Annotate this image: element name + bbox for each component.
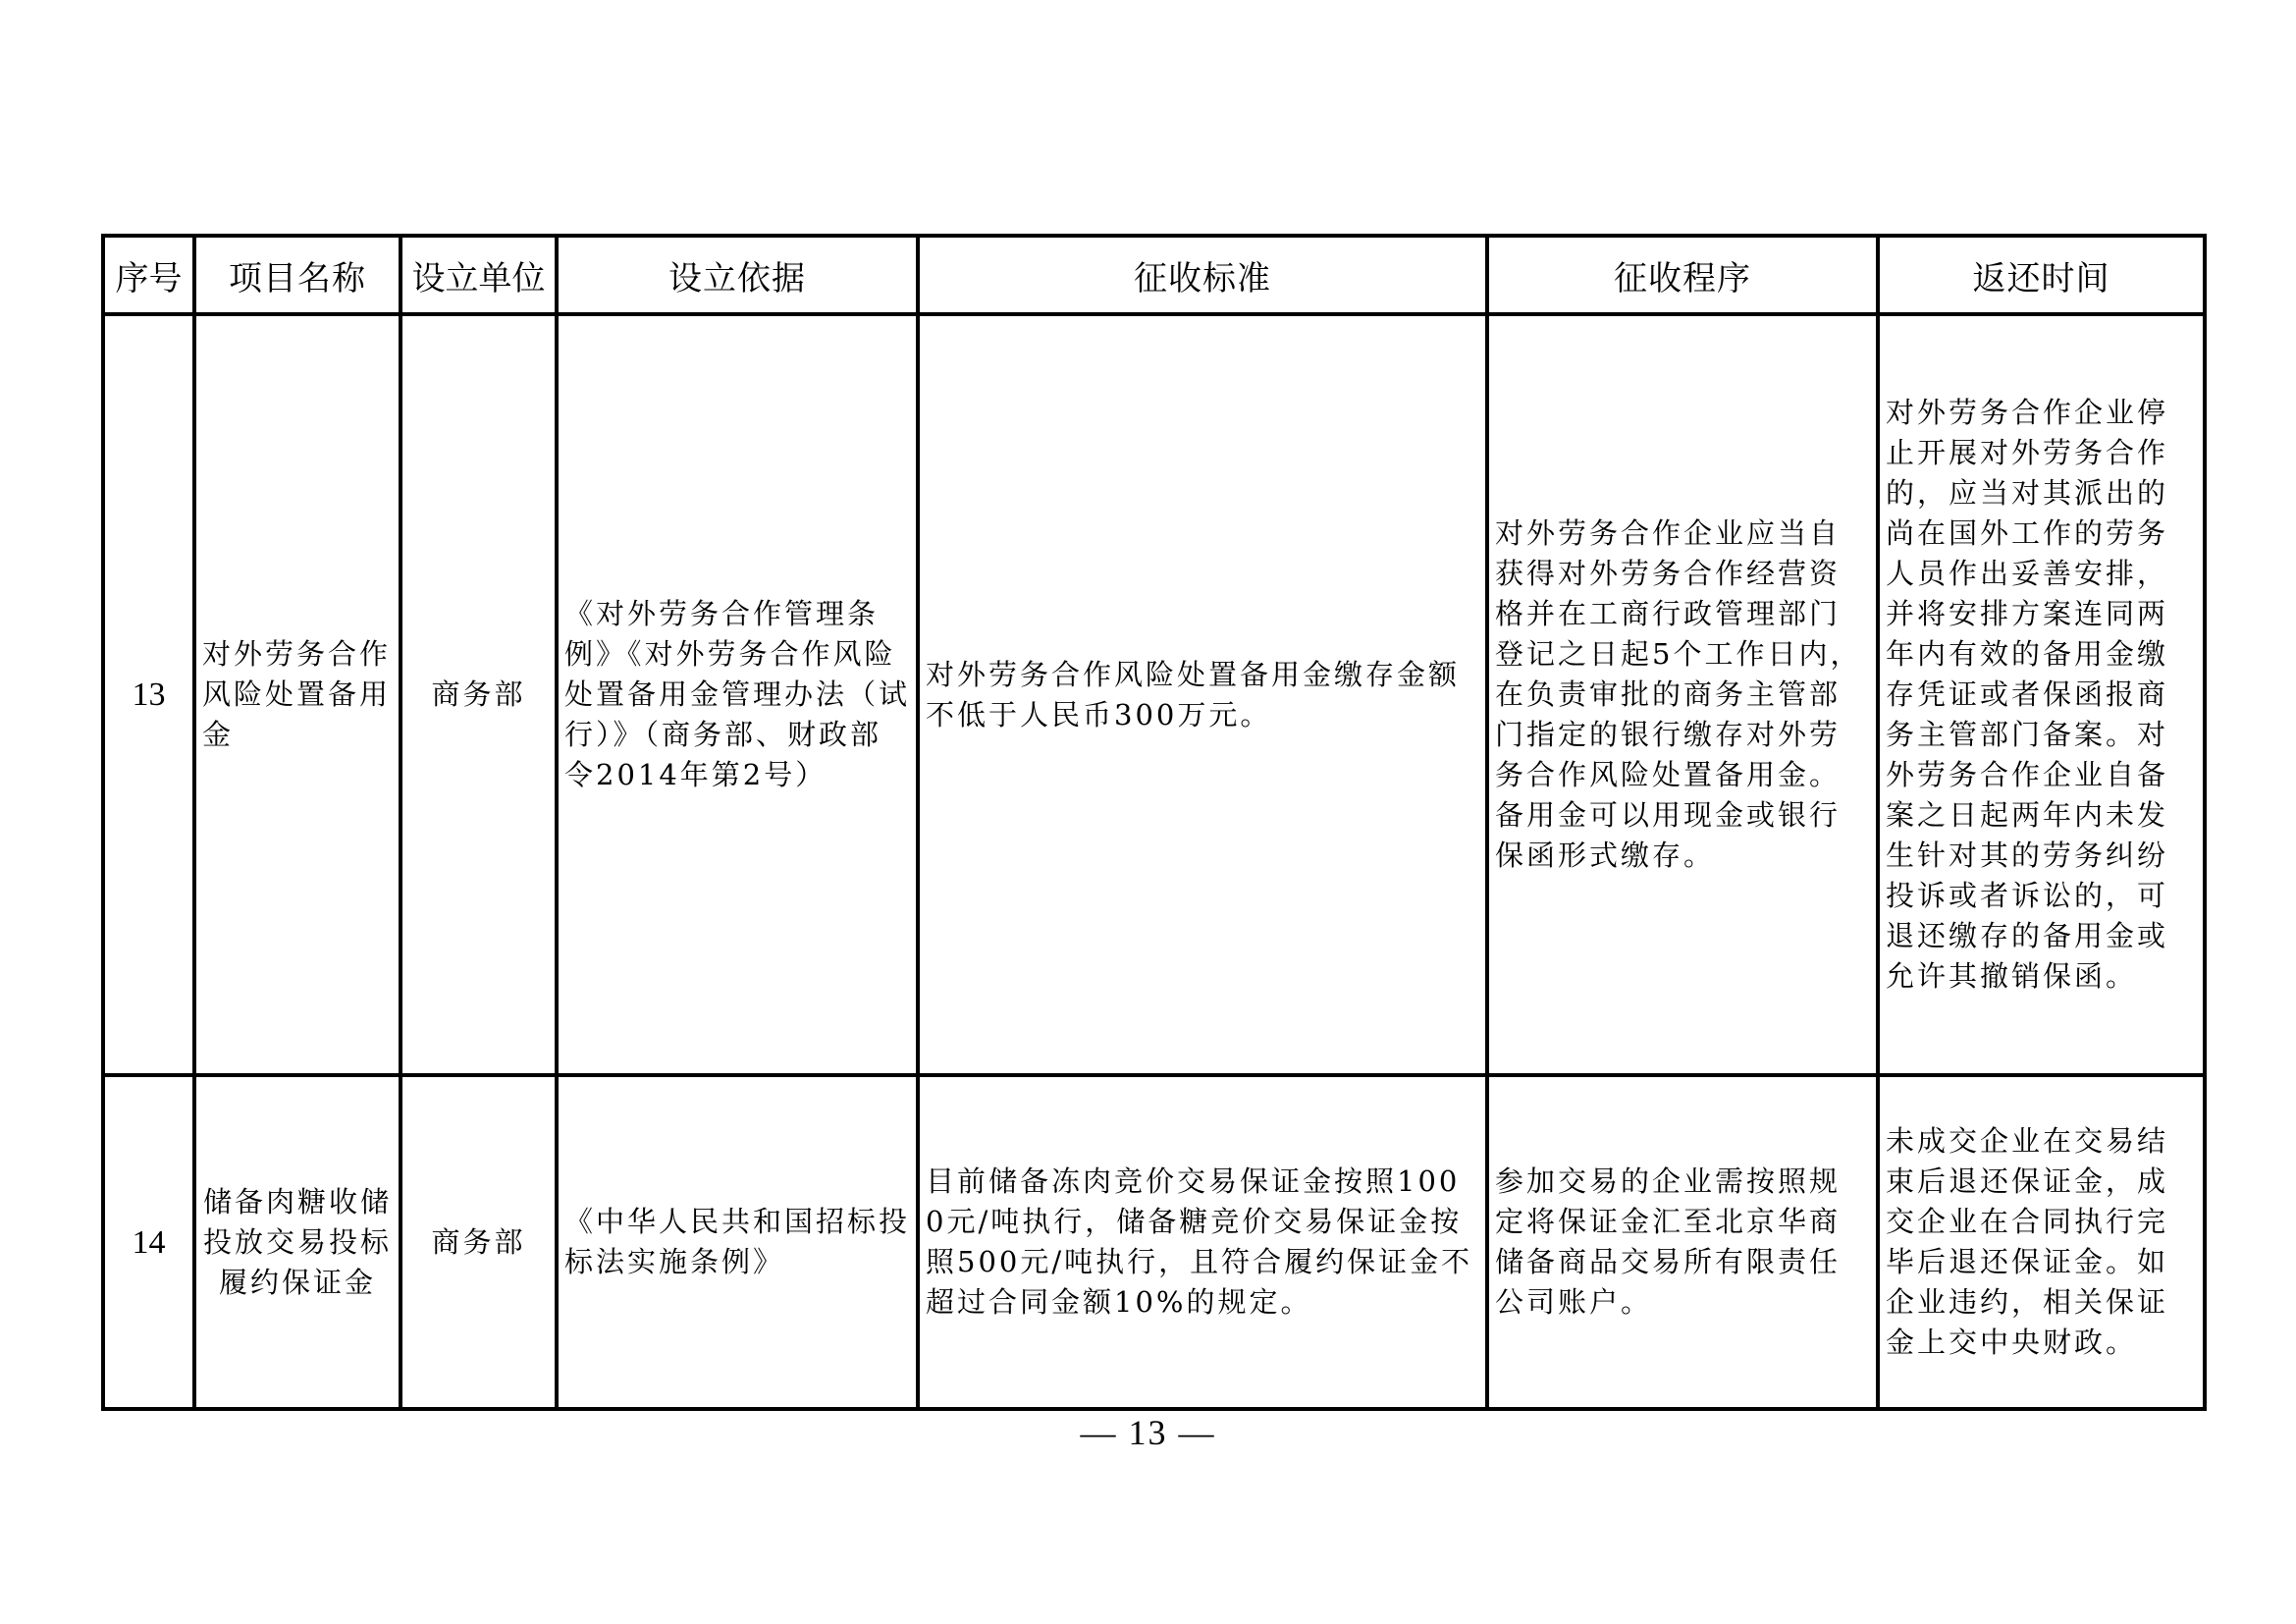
basis: 《中华人民共和国招标投标法实施条例》 — [564, 1205, 911, 1278]
procedure-cell — [1487, 1075, 1878, 1409]
project-name-cell — [194, 314, 400, 1075]
header-project-name: 项目名称 — [194, 236, 400, 314]
header-unit: 设立单位 — [400, 236, 557, 314]
project-name: 对外劳务合作风险处置备用金 — [202, 637, 392, 751]
return-time-cell — [1878, 1075, 2205, 1409]
header-basis: 设立依据 — [557, 236, 918, 314]
procedure-cell — [1487, 314, 1878, 1075]
row-number: 14 — [103, 1075, 194, 1409]
return-time: 未成交企业在交易结束后退还保证金，成交企业在合同执行完毕后退还保证金。如企业违约，相关保证金上交中央财政。 — [1886, 1124, 2169, 1359]
header-return-time: 返还时间 — [1878, 236, 2205, 314]
table-body — [103, 314, 2205, 1409]
unit: 商务部 — [431, 677, 526, 711]
procedure: 对外劳务合作企业应当自获得对外劳务合作经营资格并在工商行政管理部门登记之日起5个工作日内，在负责审批的商务主管部门指定的银行缴存对外劳务合作风险处置备用金。备用金可以用现金或银行保函形式缴存。 — [1495, 516, 1862, 872]
basis-cell — [557, 1075, 918, 1409]
header-row — [103, 236, 2205, 314]
standard-cell — [918, 314, 1487, 1075]
return-time: 对外劳务合作企业停止开展对外劳务合作的，应当对其派出的尚在国外工作的劳务人员作出妥善安排，并将安排方案连同两年内有效的备用金缴存凭证或者保函报商务主管部门备案。对外劳务合作企业自备案之日起两年内未发生针对其的劳务纠纷投诉或者诉讼的，可退还缴存的备用金或允许其撤销保函。 — [1886, 396, 2169, 993]
unit-cell — [400, 1075, 557, 1409]
table-row — [103, 1075, 2205, 1409]
unit: 商务部 — [431, 1224, 526, 1259]
standard-cell — [918, 1075, 1487, 1409]
deposit-items-table — [101, 234, 2207, 1411]
header-procedure: 征收程序 — [1487, 236, 1878, 314]
page-number: — 13 — — [1080, 1413, 1216, 1452]
header-standard: 征收标准 — [918, 236, 1487, 314]
return-time-cell — [1878, 314, 2205, 1075]
standard: 目前储备冻肉竞价交易保证金按照1000元/吨执行，储备糖竞价交易保证金按照500元/吨执行，且符合履约保证金不超过合同金额10%的规定。 — [926, 1164, 1473, 1319]
procedure: 参加交易的企业需按照规定将保证金汇至北京华商储备商品交易所有限责任公司账户。 — [1495, 1164, 1842, 1319]
header-number: 序号 — [103, 236, 194, 314]
table-header — [103, 236, 2205, 314]
project-name-cell — [194, 1075, 400, 1409]
project-name: 储备肉糖收储投放交易投标履约保证金 — [202, 1184, 392, 1299]
row-number: 13 — [103, 314, 194, 1075]
unit-cell — [400, 314, 557, 1075]
table-row — [103, 314, 2205, 1075]
basis-cell — [557, 314, 918, 1075]
basis: 《对外劳务合作管理条例》《对外劳务合作风险处置备用金管理办法（试行）》（商务部、财政部令2014年第2号） — [564, 597, 911, 791]
standard: 对外劳务合作风险处置备用金缴存金额不低于人民币300万元。 — [926, 657, 1461, 731]
